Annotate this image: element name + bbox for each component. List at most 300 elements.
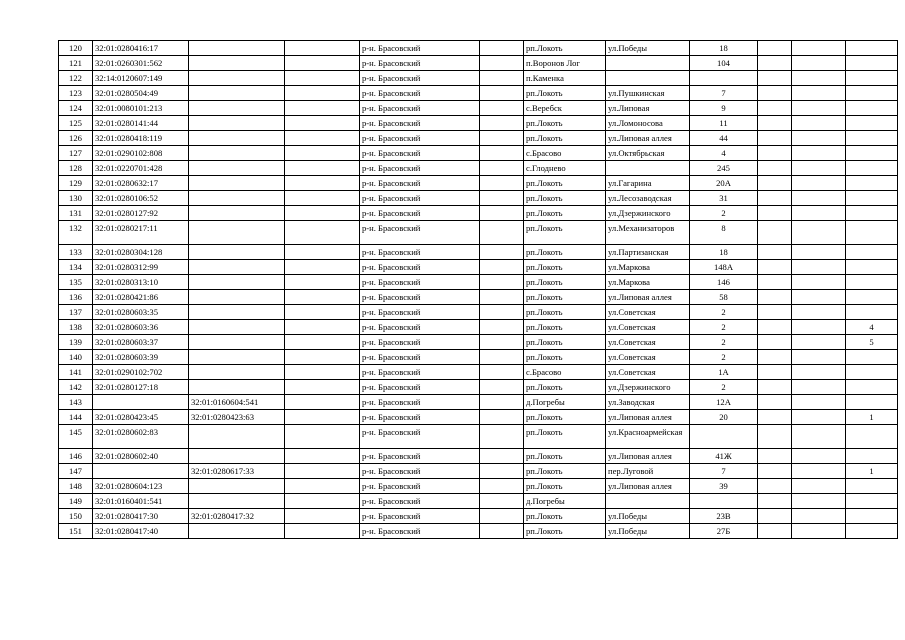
table-cell-street xyxy=(606,71,690,86)
table-cell-house: 31 xyxy=(690,191,758,206)
table-cell-c11 xyxy=(846,41,898,56)
table-cell-c11 xyxy=(846,350,898,365)
table-cell-c5 xyxy=(480,509,524,524)
table-cell-no: 125 xyxy=(59,116,93,131)
table-cell-c3 xyxy=(285,161,360,176)
table-cell-c9 xyxy=(758,116,792,131)
table-cell-c5 xyxy=(480,71,524,86)
table-cell-c3 xyxy=(285,350,360,365)
table-cell-c3 xyxy=(285,365,360,380)
table-cell-cad1: 32:01:0280421:86 xyxy=(93,290,189,305)
table-cell-house: 2 xyxy=(690,305,758,320)
table-cell-locality: с.Глоднево xyxy=(524,161,606,176)
table-cell-no: 149 xyxy=(59,494,93,509)
table-cell-cad1: 32:01:0280603:35 xyxy=(93,305,189,320)
table-cell-district: р-н. Брасовский xyxy=(360,275,480,290)
table-cell-c9 xyxy=(758,305,792,320)
table-cell-district: р-н. Брасовский xyxy=(360,260,480,275)
table-cell-no: 131 xyxy=(59,206,93,221)
table-cell-no: 132 xyxy=(59,221,93,245)
table-cell-house: 44 xyxy=(690,131,758,146)
table-cell-locality: с.Брасово xyxy=(524,146,606,161)
table-cell-c11: 4 xyxy=(846,320,898,335)
table-row xyxy=(59,290,898,305)
table-cell-house: 23В xyxy=(690,509,758,524)
table-cell-no: 146 xyxy=(59,449,93,464)
table-cell-house: 2 xyxy=(690,206,758,221)
table-cell-street: ул.Заводская xyxy=(606,395,690,410)
table-cell-c5 xyxy=(480,191,524,206)
table-cell-no: 151 xyxy=(59,524,93,539)
table-row xyxy=(59,494,898,509)
table-cell-house: 245 xyxy=(690,161,758,176)
table-cell-cad2 xyxy=(189,335,285,350)
table-cell-c3 xyxy=(285,41,360,56)
table-cell-c3 xyxy=(285,116,360,131)
table-cell-locality: рп.Локоть xyxy=(524,380,606,395)
table-cell-c10 xyxy=(792,86,846,101)
table-cell-c9 xyxy=(758,41,792,56)
table-cell-cad2 xyxy=(189,494,285,509)
table-cell-c10 xyxy=(792,395,846,410)
table-cell-cad2: 32:01:0280423:63 xyxy=(189,410,285,425)
table-cell-c10 xyxy=(792,320,846,335)
table-cell-c5 xyxy=(480,395,524,410)
table-row xyxy=(59,509,898,524)
table-cell-c9 xyxy=(758,509,792,524)
table-cell-c10 xyxy=(792,260,846,275)
table-cell-no: 135 xyxy=(59,275,93,290)
table-cell-cad1: 32:01:0080101:213 xyxy=(93,101,189,116)
table-cell-locality: п.Воронов Лог xyxy=(524,56,606,71)
table-cell-district: р-н. Брасовский xyxy=(360,245,480,260)
table-cell-house: 1А xyxy=(690,365,758,380)
table-cell-no: 133 xyxy=(59,245,93,260)
table-cell-house: 2 xyxy=(690,380,758,395)
table-cell-cad1: 32:01:0280602:40 xyxy=(93,449,189,464)
table-row xyxy=(59,335,898,350)
table-cell-cad1: 32:01:0280127:92 xyxy=(93,206,189,221)
table-cell-c5 xyxy=(480,449,524,464)
table-cell-c10 xyxy=(792,146,846,161)
table-cell-street: ул.Советская xyxy=(606,335,690,350)
table-row xyxy=(59,524,898,539)
table-cell-c9 xyxy=(758,464,792,479)
table-cell-district: р-н. Брасовский xyxy=(360,131,480,146)
table-cell-cad2 xyxy=(189,71,285,86)
table-cell-cad2 xyxy=(189,206,285,221)
table-cell-no: 140 xyxy=(59,350,93,365)
table-cell-c3 xyxy=(285,449,360,464)
table-cell-house: 2 xyxy=(690,335,758,350)
table-cell-c9 xyxy=(758,260,792,275)
table-cell-c9 xyxy=(758,131,792,146)
table-cell-cad1: 32:01:0280603:36 xyxy=(93,320,189,335)
table-cell-district: р-н. Брасовский xyxy=(360,509,480,524)
table-cell-street: ул.Липовая аллея xyxy=(606,131,690,146)
table-cell-house: 20 xyxy=(690,410,758,425)
table-cell-house: 12А xyxy=(690,395,758,410)
table-cell-house: 58 xyxy=(690,290,758,305)
table-cell-c3 xyxy=(285,221,360,245)
table-row xyxy=(59,41,898,56)
table-cell-house xyxy=(690,425,758,449)
table-cell-cad2 xyxy=(189,146,285,161)
table-cell-locality: д.Погребы xyxy=(524,395,606,410)
table-cell-house: 18 xyxy=(690,245,758,260)
table-row xyxy=(59,116,898,131)
table-cell-c11 xyxy=(846,479,898,494)
table-cell-cad2 xyxy=(189,41,285,56)
table-cell-c5 xyxy=(480,101,524,116)
table-cell-cad1: 32:01:0290102:808 xyxy=(93,146,189,161)
table-cell-c5 xyxy=(480,365,524,380)
table-cell-street: ул.Партизанская xyxy=(606,245,690,260)
table-cell-c5 xyxy=(480,176,524,191)
table-cell-locality: рп.Локоть xyxy=(524,290,606,305)
table-cell-c9 xyxy=(758,335,792,350)
table-cell-locality: рп.Локоть xyxy=(524,86,606,101)
table-cell-c5 xyxy=(480,494,524,509)
table-cell-street: ул.Липовая аллея xyxy=(606,290,690,305)
table-cell-locality: рп.Локоть xyxy=(524,275,606,290)
table-cell-c5 xyxy=(480,131,524,146)
table-cell-locality: рп.Локоть xyxy=(524,410,606,425)
table-cell-c10 xyxy=(792,176,846,191)
table-cell-c10 xyxy=(792,449,846,464)
table-cell-district: р-н. Брасовский xyxy=(360,41,480,56)
table-cell-district: р-н. Брасовский xyxy=(360,365,480,380)
table-cell-c5 xyxy=(480,335,524,350)
table-cell-district: р-н. Брасовский xyxy=(360,56,480,71)
table-cell-c5 xyxy=(480,350,524,365)
table-cell-no: 147 xyxy=(59,464,93,479)
table-cell-c3 xyxy=(285,86,360,101)
table-cell-cad2 xyxy=(189,176,285,191)
table-cell-c3 xyxy=(285,275,360,290)
table-cell-no: 120 xyxy=(59,41,93,56)
table-cell-cad2 xyxy=(189,305,285,320)
table-cell-c3 xyxy=(285,71,360,86)
table-cell-cad1: 32:01:0280418:119 xyxy=(93,131,189,146)
table-cell-no: 145 xyxy=(59,425,93,449)
table-cell-district: р-н. Брасовский xyxy=(360,290,480,305)
table-cell-locality: рп.Локоть xyxy=(524,449,606,464)
table-cell-c10 xyxy=(792,101,846,116)
table-row xyxy=(59,206,898,221)
table-cell-c3 xyxy=(285,425,360,449)
table-cell-locality: рп.Локоть xyxy=(524,206,606,221)
table-cell-district: р-н. Брасовский xyxy=(360,176,480,191)
table-cell-c3 xyxy=(285,191,360,206)
table-cell-locality: рп.Локоть xyxy=(524,509,606,524)
table-cell-cad2 xyxy=(189,320,285,335)
table-cell-c10 xyxy=(792,290,846,305)
table-cell-c10 xyxy=(792,131,846,146)
table-row xyxy=(59,131,898,146)
table-cell-cad1: 32:01:0280504:49 xyxy=(93,86,189,101)
table-row xyxy=(59,191,898,206)
table-cell-district: р-н. Брасовский xyxy=(360,71,480,86)
table-cell-house: 146 xyxy=(690,275,758,290)
table-cell-cad2 xyxy=(189,425,285,449)
table-cell-street: ул.Победы xyxy=(606,524,690,539)
table-cell-district: р-н. Брасовский xyxy=(360,449,480,464)
table-cell-locality: рп.Локоть xyxy=(524,260,606,275)
table-cell-c3 xyxy=(285,290,360,305)
table-cell-cad1: 32:01:0260301:562 xyxy=(93,56,189,71)
table-cell-c9 xyxy=(758,56,792,71)
table-cell-cad2: 32:01:0280417:32 xyxy=(189,509,285,524)
table-cell-district: р-н. Брасовский xyxy=(360,116,480,131)
table-cell-cad1: 32:01:0280312:99 xyxy=(93,260,189,275)
table-cell-cad1: 32:01:0280603:37 xyxy=(93,335,189,350)
table-cell-house: 11 xyxy=(690,116,758,131)
table-cell-cad1: 32:01:0290102:702 xyxy=(93,365,189,380)
table-cell-no: 137 xyxy=(59,305,93,320)
table-cell-c9 xyxy=(758,275,792,290)
table-cell-c9 xyxy=(758,350,792,365)
table-cell-locality: с.Брасово xyxy=(524,365,606,380)
table-cell-house xyxy=(690,494,758,509)
table-cell-c11 xyxy=(846,206,898,221)
table-cell-c10 xyxy=(792,191,846,206)
table-cell-cad2 xyxy=(189,365,285,380)
table-cell-cad1: 32:01:0280106:52 xyxy=(93,191,189,206)
table-cell-c11 xyxy=(846,56,898,71)
table-cell-street: ул.Липовая xyxy=(606,101,690,116)
table-cell-house: 7 xyxy=(690,464,758,479)
table-cell-c9 xyxy=(758,425,792,449)
table-cell-cad2 xyxy=(189,380,285,395)
table-cell-cad2 xyxy=(189,260,285,275)
table-cell-c11 xyxy=(846,176,898,191)
table-cell-no: 143 xyxy=(59,395,93,410)
table-cell-c5 xyxy=(480,56,524,71)
table-cell-c11 xyxy=(846,290,898,305)
table-cell-no: 144 xyxy=(59,410,93,425)
table-cell-c9 xyxy=(758,494,792,509)
table-cell-no: 142 xyxy=(59,380,93,395)
table-cell-c11: 1 xyxy=(846,410,898,425)
table-cell-district: р-н. Брасовский xyxy=(360,494,480,509)
table-row xyxy=(59,305,898,320)
table-cell-c3 xyxy=(285,509,360,524)
table-cell-c5 xyxy=(480,41,524,56)
table-row xyxy=(59,350,898,365)
table-row xyxy=(59,176,898,191)
table-cell-c11: 5 xyxy=(846,335,898,350)
table-cell-cad1: 32:14:0120607:149 xyxy=(93,71,189,86)
registry-rows xyxy=(59,41,898,539)
table-cell-street: ул.Советская xyxy=(606,350,690,365)
table-cell-cad2 xyxy=(189,221,285,245)
table-cell-no: 127 xyxy=(59,146,93,161)
table-cell-c11 xyxy=(846,191,898,206)
table-cell-cad1: 32:01:0160401:541 xyxy=(93,494,189,509)
table-cell-c11 xyxy=(846,365,898,380)
table-cell-c10 xyxy=(792,116,846,131)
table-cell-street: ул.Маркова xyxy=(606,260,690,275)
table-row xyxy=(59,449,898,464)
table-cell-street: пер.Луговой xyxy=(606,464,690,479)
table-cell-house: 18 xyxy=(690,41,758,56)
table-cell-c9 xyxy=(758,101,792,116)
table-cell-c10 xyxy=(792,494,846,509)
table-cell-district: р-н. Брасовский xyxy=(360,479,480,494)
table-cell-house: 41Ж xyxy=(690,449,758,464)
table-cell-district: р-н. Брасовский xyxy=(360,221,480,245)
table-cell-c11 xyxy=(846,131,898,146)
table-cell-c10 xyxy=(792,41,846,56)
table-cell-street: ул.Победы xyxy=(606,41,690,56)
table-cell-c9 xyxy=(758,290,792,305)
table-cell-no: 128 xyxy=(59,161,93,176)
table-cell-c5 xyxy=(480,245,524,260)
table-cell-house: 4 xyxy=(690,146,758,161)
table-cell-c5 xyxy=(480,86,524,101)
table-cell-c3 xyxy=(285,524,360,539)
table-cell-house: 8 xyxy=(690,221,758,245)
table-cell-district: р-н. Брасовский xyxy=(360,380,480,395)
table-cell-c9 xyxy=(758,221,792,245)
table-cell-c9 xyxy=(758,395,792,410)
table-cell-c10 xyxy=(792,464,846,479)
table-cell-district: р-н. Брасовский xyxy=(360,101,480,116)
table-row xyxy=(59,275,898,290)
table-cell-street: ул.Красноармейская xyxy=(606,425,690,449)
table-cell-district: р-н. Брасовский xyxy=(360,524,480,539)
table-row xyxy=(59,86,898,101)
registry-table xyxy=(58,40,898,539)
table-cell-c5 xyxy=(480,425,524,449)
table-cell-c9 xyxy=(758,206,792,221)
table-cell-no: 150 xyxy=(59,509,93,524)
table-cell-cad1: 32:01:0280304:128 xyxy=(93,245,189,260)
table-cell-c11 xyxy=(846,425,898,449)
table-cell-c11 xyxy=(846,260,898,275)
table-cell-c11 xyxy=(846,395,898,410)
table-cell-street: ул.Пушкинская xyxy=(606,86,690,101)
table-cell-c3 xyxy=(285,146,360,161)
table-cell-c11 xyxy=(846,494,898,509)
table-cell-c10 xyxy=(792,206,846,221)
table-cell-no: 138 xyxy=(59,320,93,335)
table-cell-c9 xyxy=(758,524,792,539)
table-cell-no: 136 xyxy=(59,290,93,305)
table-cell-c3 xyxy=(285,101,360,116)
table-cell-cad1: 32:01:0280603:39 xyxy=(93,350,189,365)
table-cell-c10 xyxy=(792,221,846,245)
table-cell-no: 141 xyxy=(59,365,93,380)
table-cell-locality: рп.Локоть xyxy=(524,131,606,146)
table-cell-locality: рп.Локоть xyxy=(524,335,606,350)
table-row xyxy=(59,395,898,410)
table-cell-c10 xyxy=(792,425,846,449)
table-cell-c10 xyxy=(792,509,846,524)
table-cell-c5 xyxy=(480,275,524,290)
table-cell-c3 xyxy=(285,260,360,275)
table-cell-house: 20А xyxy=(690,176,758,191)
table-cell-street: ул.Дзержинского xyxy=(606,380,690,395)
table-cell-c11 xyxy=(846,305,898,320)
table-cell-cad1: 32:01:0280423:45 xyxy=(93,410,189,425)
table-cell-cad1: 32:01:0280217:11 xyxy=(93,221,189,245)
table-cell-c3 xyxy=(285,56,360,71)
table-cell-c9 xyxy=(758,86,792,101)
table-cell-c10 xyxy=(792,56,846,71)
table-cell-c9 xyxy=(758,380,792,395)
table-cell-cad2 xyxy=(189,350,285,365)
table-cell-c9 xyxy=(758,365,792,380)
table-cell-street: ул.Лесозаводская xyxy=(606,191,690,206)
table-cell-house: 104 xyxy=(690,56,758,71)
table-cell-cad2: 32:01:0160604:541 xyxy=(189,395,285,410)
table-cell-district: р-н. Брасовский xyxy=(360,350,480,365)
table-cell-district: р-н. Брасовский xyxy=(360,464,480,479)
table-cell-street: ул.Советская xyxy=(606,305,690,320)
table-cell-district: р-н. Брасовский xyxy=(360,146,480,161)
table-cell-c3 xyxy=(285,335,360,350)
table-cell-c9 xyxy=(758,479,792,494)
table-cell-street: ул.Победы xyxy=(606,509,690,524)
table-cell-locality: рп.Локоть xyxy=(524,425,606,449)
table-cell-c3 xyxy=(285,380,360,395)
table-cell-c11 xyxy=(846,380,898,395)
registry-sheet xyxy=(58,40,898,539)
table-cell-house: 2 xyxy=(690,320,758,335)
table-cell-c10 xyxy=(792,410,846,425)
table-cell-locality: рп.Локоть xyxy=(524,479,606,494)
table-cell-c10 xyxy=(792,524,846,539)
table-cell-street: ул.Механизаторов xyxy=(606,221,690,245)
table-cell-c11 xyxy=(846,86,898,101)
table-cell-no: 130 xyxy=(59,191,93,206)
table-cell-cad1: 32:01:0280604:123 xyxy=(93,479,189,494)
table-cell-house: 39 xyxy=(690,479,758,494)
table-cell-c11 xyxy=(846,524,898,539)
table-cell-c3 xyxy=(285,410,360,425)
table-row xyxy=(59,161,898,176)
table-cell-street: ул.Октябрьская xyxy=(606,146,690,161)
table-cell-district: р-н. Брасовский xyxy=(360,335,480,350)
table-cell-c5 xyxy=(480,524,524,539)
table-cell-c3 xyxy=(285,176,360,191)
table-cell-street: ул.Дзержинского xyxy=(606,206,690,221)
table-cell-no: 124 xyxy=(59,101,93,116)
table-cell-cad1: 32:01:0280141:44 xyxy=(93,116,189,131)
table-cell-c3 xyxy=(285,479,360,494)
table-cell-c9 xyxy=(758,320,792,335)
table-cell-house: 2 xyxy=(690,350,758,365)
table-cell-c9 xyxy=(758,146,792,161)
table-cell-c5 xyxy=(480,464,524,479)
table-cell-street xyxy=(606,494,690,509)
table-cell-street: ул.Ломоносова xyxy=(606,116,690,131)
table-cell-locality: рп.Локоть xyxy=(524,116,606,131)
table-cell-locality: рп.Локоть xyxy=(524,41,606,56)
table-cell-c5 xyxy=(480,320,524,335)
table-cell-cad1 xyxy=(93,464,189,479)
table-cell-c9 xyxy=(758,176,792,191)
table-cell-no: 123 xyxy=(59,86,93,101)
table-row xyxy=(59,380,898,395)
table-cell-district: р-н. Брасовский xyxy=(360,191,480,206)
table-cell-cad1: 32:01:0220701:428 xyxy=(93,161,189,176)
table-row xyxy=(59,365,898,380)
table-cell-c3 xyxy=(285,131,360,146)
table-cell-locality: д.Погребы xyxy=(524,494,606,509)
